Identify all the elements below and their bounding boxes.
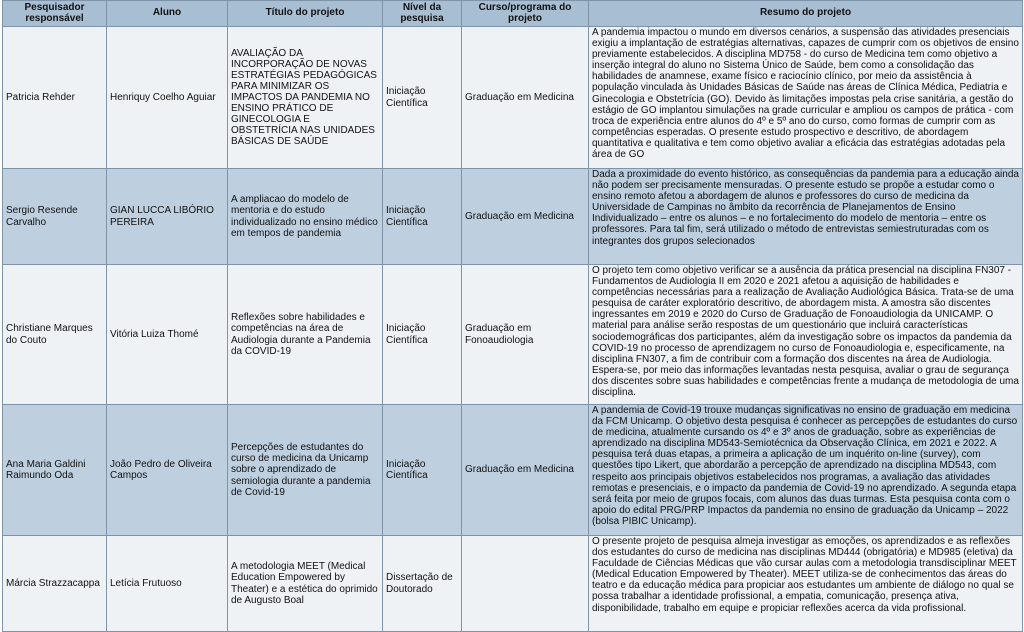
header-title: Título do projeto (228, 1, 383, 27)
student-cell: GIAN LUCCA LIBÓRIO PEREIRA (107, 169, 228, 265)
student-cell: Henriquy Coelho Aguiar (107, 27, 228, 169)
summary-cell: O projeto tem como objetivo verificar se a ausência da prática presencial na disciplina FN307 - Fundamentos de Audiologia II em 2020 e 2021 afetou a aquisição de habilidades e competências necessárias para a realização de Avaliação Audiológica Básica. Trata-se de uma pesquisa de caráter exploratório descritivo, de abordagem mista. A amostra são discentes ingressantes em 2019 e 2020 do Curso de Graduação de Fonoaudiologia da UNICAMP. O material para análise serão respostas de um questionário que incluirá características sociodemográficas dos participantes, além da investigação sobre os impactos da pandemia da COVID-19 no processo de aprendizagem no curso de Fonoaudiologia e, especificamente, na disciplina FN307, a fim de contribuir com a formação dos discentes na área de Audiologia. Espera-se, por meio das informações levantadas nesta pesquisa, avaliar o grau de segurança dos discentes sobre suas habilidades e competências frente a mudança de metodologia de uma disciplina. (589, 265, 1023, 405)
student-cell: Letícia Frutuoso (107, 536, 228, 632)
table-row (3, 265, 1023, 405)
research-projects-table (2, 0, 1023, 632)
level-cell: Iniciação Científica (383, 27, 462, 169)
title-cell: Reflexões sobre habilidades e competências na área de Audiologia durante a Pandemia da COVID-19 (228, 265, 383, 405)
table-row (3, 27, 1023, 169)
program-cell: Graduação em Fonoaudiologia (462, 265, 589, 405)
table-row (3, 405, 1023, 536)
researcher-cell: Christiane Marques do Couto (3, 265, 107, 405)
researcher-cell: Sergio Resende Carvalho (3, 169, 107, 265)
researcher-cell: Patricia Rehder (3, 27, 107, 169)
summary-cell: O presente projeto de pesquisa almeja investigar as emoções, os aprendizados e as reflexões dos estudantes do curso de medicina nas disciplinas MD444 (obrigatória) e MD985 (eletiva) da Faculdade de Ciências Médicas que vão cursar aulas com a metodologia transdisciplinar MEET (Medical Education Empowered by Theater). MEET utiliza-se de conhecimentos das áreas do teatro e da educação médica para propiciar aos estudantes um ambiente de diálogo no qual se possa trabalhar a identidade profissional, a empatia, comunicação, presença ativa, disponibilidade, trabalho em equipe e propiciar reflexões acerca da vida profissional. (589, 536, 1023, 632)
table-row (3, 169, 1023, 265)
level-cell: Dissertação de Doutorado (383, 536, 462, 632)
header-researcher: Pesquisador responsável (3, 1, 107, 27)
header-level: Nível da pesquisa (383, 1, 462, 27)
level-cell: Iniciação Científica (383, 405, 462, 536)
student-cell: João Pedro de Oliveira Campos (107, 405, 228, 536)
table-row (3, 536, 1023, 632)
program-cell: Graduação em Medicina (462, 27, 589, 169)
summary-cell: Dada a proximidade do evento histórico, as consequências da pandemia para a educação ainda não podem ser precisamente mensuradas. O presente estudo se propõe a estudar como o ensino remoto afetou a abordagem de alunos e professores do curso de medicina da Universidade de Campinas no âmbito da recorrência de Planejamentos de Ensino Individualizado – entre os alunos – e no fortalecimento do modelo de mentoria – entre os professores. Para tal fim, será utilizado o método de entrevistas semiestruturadas com os integrantes dos grupos selecionados (589, 169, 1023, 265)
title-cell: A ampliacao do modelo de mentoria e do estudo individualizado no ensino médico em tempos de pandemia (228, 169, 383, 265)
header-program: Curso/programa do projeto (462, 1, 589, 27)
summary-cell: A pandemia impactou o mundo em diversos cenários, a suspensão das atividades presenciais exigiu a implantação de estratégias alternativas, capazes de cumprir com os objetivos de ensino previamente estabelecidos. A disciplina MD758 - do curso de Medicina tem como objetivo a inserção integral do aluno no Sistema Único de Saúde, bem como a consolidação das habilidades de anamnese, exame físico e raciocínio clínico, por meio da assistência à população vinculada às Unidades Básicas de Saúde nas áreas de Clínica Médica, Pediatria e Ginecologia e Obstetrícia (GO). Devido às limitações impostas pela crise sanitária, a gestão do estágio de GO implantou simulações na grade curricular e ampliou os campos de prática - com troca de experiência entre alunos do 4º e 5º ano do curso, como formas de cumprir com as competências esperadas. O presente estudo prospectivo e descritivo, de abordagem quantitativa e qualitativa e tem como objetivo avaliar a eficácia das estratégias adotadas pela área de GO (589, 27, 1023, 169)
header-summary: Resumo do projeto (589, 1, 1023, 27)
level-cell: Iniciação Científica (383, 265, 462, 405)
student-cell: Vitória Luiza Thomé (107, 265, 228, 405)
researcher-cell: Márcia Strazzacappa (3, 536, 107, 632)
summary-cell: A pandemia de Covid-19 trouxe mudanças significativas no ensino de graduação em medicina da FCM Unicamp. O objetivo desta pesquisa é conhecer as percepções de estudantes do curso de medicina, atualmente cursando os 4º e 3º anos de graduação, sobre as experiências de aprendizado na disciplina MD543-Semiotécnica da Observação Clínica, em 2021 e 2022. A pesquisa terá duas etapas, a primeira a aplicação de um inquérito on-line (survey), com questões tipo Likert, que abordarão a percepção de aprendizado na disciplina MD543, com respeito aos principais objetivos estabelecidos nos programas, a avaliação das atividades remotas e presenciais, e o impacto da pandemia de Covid-19 no aprendizado. A segunda etapa será feita por meio de grupos focais, com alunos das duas turmas. Esta pesquisa conta com o apoio do edital PRG/PRP Impactos da pandemia no ensino de graduação da Unicamp – 2022 (bolsa PIBIC Unicamp). (589, 405, 1023, 536)
program-cell: Graduação em Medicina (462, 169, 589, 265)
level-cell: Iniciação Científica (383, 169, 462, 265)
header-row (3, 1, 1023, 27)
title-cell: Percepções de estudantes do curso de medicina da Unicamp sobre o aprendizado de semiologia durante a pandemia de Covid-19 (228, 405, 383, 536)
header-student: Aluno (107, 1, 228, 27)
program-cell: Graduação em Medicina (462, 405, 589, 536)
researcher-cell: Ana Maria Galdini Raimundo Oda (3, 405, 107, 536)
title-cell: A metodologia MEET (Medical Education Empowered by Theater) e a estética do oprimido de Augusto Boal (228, 536, 383, 632)
program-cell (462, 536, 589, 632)
title-cell: AVALIAÇÃO DA INCORPORAÇÃO DE NOVAS ESTRATÉGIAS PEDAGÓGICAS PARA MINIMIZAR OS IMPACTOS DA PANDEMIA NO ENSINO PRÁTICO DE GINECOLOGIA E OBSTETRÍCIA NAS UNIDADES BÁSICAS DE SAÚDE (228, 27, 383, 169)
